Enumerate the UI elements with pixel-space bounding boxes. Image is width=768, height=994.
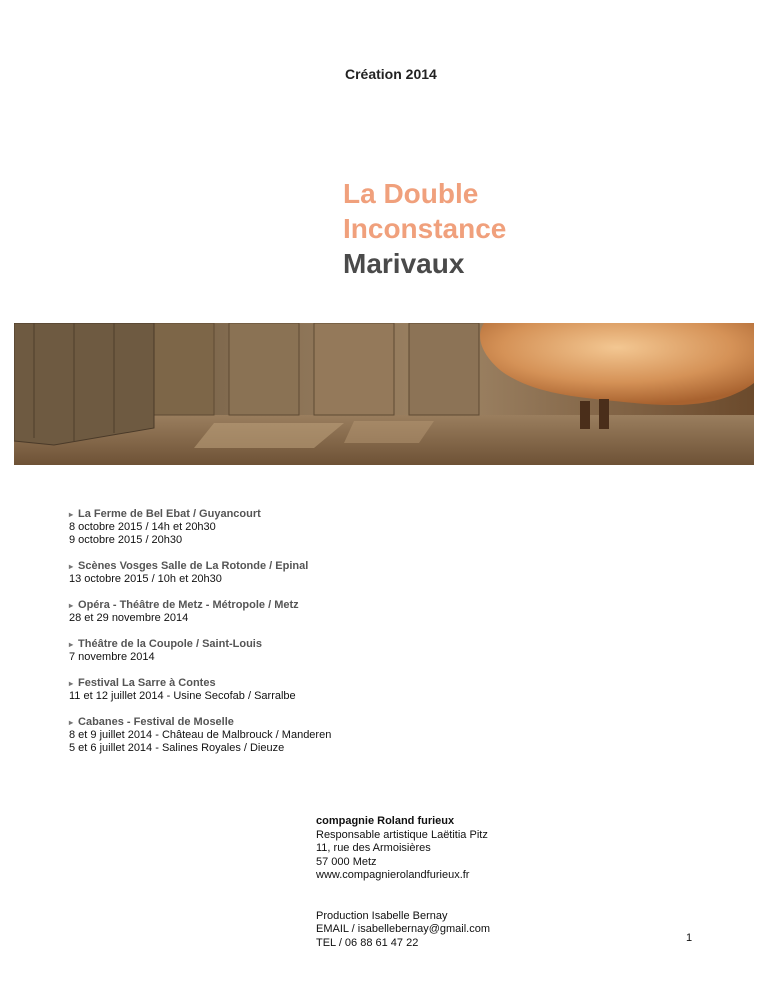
venue-name: Festival La Sarre à Contes [78, 677, 216, 689]
title-line-2: Inconstance [343, 213, 507, 244]
page-number: 1 [686, 932, 693, 944]
triangle-bullet-icon: ▸ [69, 562, 74, 571]
date-group [69, 599, 331, 625]
date-line: 8 et 9 juillet 2014 - Château de Malbrouck / Manderen [69, 729, 332, 741]
street-address: 11, rue des Armoisières [316, 842, 431, 854]
email-link[interactable]: EMAIL / isabellebernay@gmail.com [316, 923, 490, 935]
title-line-1: La Double [343, 178, 479, 209]
venue-name: La Ferme de Bel Ebat / Guyancourt [78, 508, 261, 520]
triangle-bullet-icon: ▸ [69, 510, 74, 519]
creation-label: Création 2014 [345, 66, 437, 82]
date-line: 5 et 6 juillet 2014 - Salines Royales / Dieuze [69, 742, 285, 754]
page-title [343, 176, 506, 281]
tour-dates [69, 508, 331, 768]
triangle-bullet-icon: ▸ [69, 601, 74, 610]
date-group [69, 716, 331, 755]
date-group [69, 508, 331, 547]
production-contact: Production Isabelle Bernay [316, 909, 448, 922]
phone-number: TEL / 06 88 61 47 22 [316, 936, 419, 949]
artistic-director: Responsable artistique Laëtitia Pitz [316, 828, 488, 841]
company-name: compagnie Roland furieux [316, 815, 455, 827]
date-line: 13 octobre 2015 / 10h et 20h30 [69, 573, 222, 585]
triangle-bullet-icon: ▸ [69, 640, 74, 649]
venue-name: Cabanes - Festival de Moselle [78, 716, 234, 728]
website-link[interactable]: www.compagnierolandfurieux.fr [316, 869, 470, 881]
date-group [69, 677, 331, 703]
date-group [69, 638, 331, 664]
city-address: 57 000 Metz [316, 855, 377, 868]
triangle-bullet-icon: ▸ [69, 679, 74, 688]
venue-name: Théâtre de la Coupole / Saint-Louis [78, 638, 262, 650]
date-line: 11 et 12 juillet 2014 - Usine Secofab / Sarralbe [69, 690, 296, 702]
venue-name: Opéra - Théâtre de Metz - Métropole / Metz [78, 599, 299, 611]
author-name: Marivaux [343, 248, 465, 279]
date-line: 9 octobre 2015 / 20h30 [69, 534, 183, 546]
triangle-bullet-icon: ▸ [69, 718, 74, 727]
stage-photo [14, 323, 754, 465]
venue-name: Scènes Vosges Salle de La Rotonde / Epinal [78, 560, 309, 572]
contact-block [316, 815, 490, 950]
date-line: 28 et 29 novembre 2014 [69, 612, 189, 624]
date-line: 8 octobre 2015 / 14h et 20h30 [69, 521, 216, 533]
date-line: 7 novembre 2014 [69, 651, 155, 663]
date-group [69, 560, 331, 586]
